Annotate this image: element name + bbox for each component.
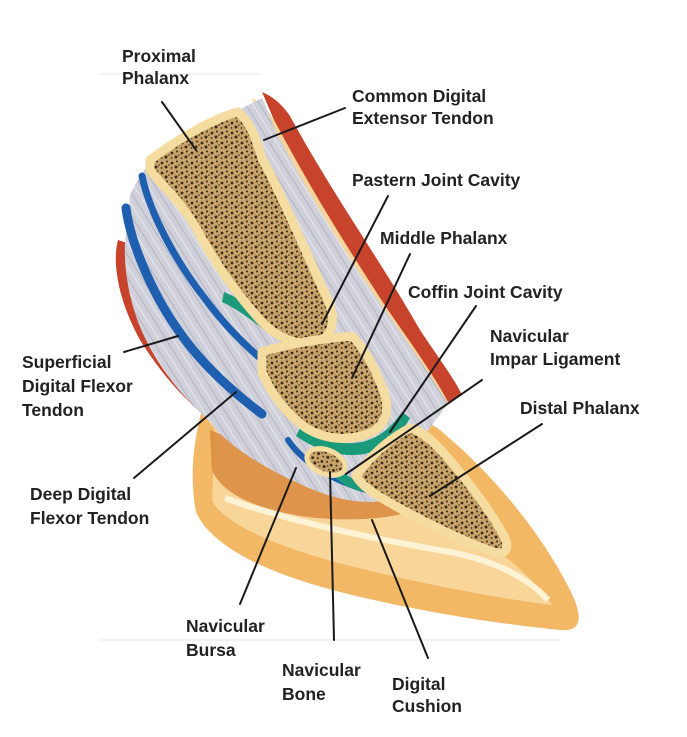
label-navicular-bursa: Navicular Bursa xyxy=(186,616,265,660)
label-common-digital-extensor: Common Digital Extensor Tendon xyxy=(352,86,494,128)
label-distal-phalanx: Distal Phalanx xyxy=(520,398,640,418)
label-coffin-joint-cavity: Coffin Joint Cavity xyxy=(408,282,563,302)
label-pastern-joint-cavity: Pastern Joint Cavity xyxy=(352,170,521,190)
label-digital-cushion: Digital Cushion xyxy=(392,674,462,716)
label-navicular-bone: Navicular Bone xyxy=(282,660,361,704)
label-superficial-digital-flexor: Superficial Digital Flexor Tendon xyxy=(22,352,133,420)
label-proximal-phalanx: Proximal Phalanx xyxy=(122,46,196,88)
label-middle-phalanx: Middle Phalanx xyxy=(380,228,508,248)
label-navicular-impar-ligament: Navicular Impar Ligament xyxy=(490,326,621,369)
label-deep-digital-flexor: Deep Digital Flexor Tendon xyxy=(30,484,150,528)
